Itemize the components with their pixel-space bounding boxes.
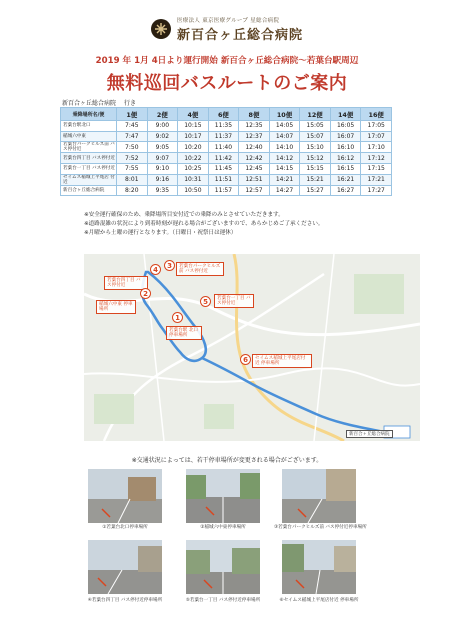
stop-photo-3 xyxy=(282,469,356,523)
stop-photo-5 xyxy=(186,540,260,594)
time-cell: 7:45 xyxy=(117,121,148,132)
time-cell: 10:15 xyxy=(178,121,209,132)
time-cell: 15:07 xyxy=(300,131,331,142)
logo xyxy=(0,14,454,44)
stop-name-cell: 若葉台一丁目 バス停付近 xyxy=(61,164,117,175)
time-cell: 12:57 xyxy=(239,185,270,196)
time-cell: 16:27 xyxy=(330,185,361,196)
map-pin-number: 1 xyxy=(175,313,180,322)
time-cell: 9:16 xyxy=(147,174,178,185)
map-callout-6: セイムス稲城上平尾店付近 停車場所 xyxy=(252,354,312,368)
time-cell: 9:07 xyxy=(147,153,178,164)
time-cell: 12:35 xyxy=(239,121,270,132)
time-cell: 17:10 xyxy=(361,142,392,153)
time-cell: 15:21 xyxy=(300,174,331,185)
time-cell: 15:10 xyxy=(300,142,331,153)
time-cell: 17:05 xyxy=(361,121,392,132)
note: ※安全運行確保のため、乗降場所目安付近での乗降のみとさせていただきます。 xyxy=(84,212,284,218)
stop-name-cell: 稲城六中東 xyxy=(61,131,117,142)
traffic-note: ※交通状況によっては、若干停車場所が変更される場合がございます。 xyxy=(131,457,323,464)
stop-name-cell: 若葉台四丁目 バス停付近 xyxy=(61,153,117,164)
header xyxy=(0,14,454,95)
stop-photo-caption: ⑥セイムス稲城上平尾店付近 停車場所 xyxy=(279,598,359,603)
stop-photo-caption: ⑤若葉台一丁目 バス停付近停車場所 xyxy=(185,598,261,603)
time-cell: 11:42 xyxy=(208,153,239,164)
map-callout-4: 若葉台四丁目 バス停付近 xyxy=(104,276,148,290)
time-cell: 17:15 xyxy=(361,164,392,175)
column-header: 12便 xyxy=(300,108,331,121)
map-pin-6 xyxy=(240,354,251,365)
time-cell: 11:35 xyxy=(208,121,239,132)
time-cell: 11:40 xyxy=(208,142,239,153)
time-cell: 14:21 xyxy=(269,174,300,185)
time-cell: 12:37 xyxy=(239,131,270,142)
time-cell: 17:27 xyxy=(361,185,392,196)
timetable-row xyxy=(61,164,392,175)
column-header: 8便 xyxy=(239,108,270,121)
time-cell: 12:45 xyxy=(239,164,270,175)
time-cell: 10:22 xyxy=(178,153,209,164)
time-cell: 10:31 xyxy=(178,174,209,185)
stop-name-cell: 新百合ヶ丘総合病院 xyxy=(61,185,117,196)
map-pin-5 xyxy=(200,296,211,307)
time-cell: 14:05 xyxy=(269,121,300,132)
time-cell: 16:05 xyxy=(330,121,361,132)
column-header: 14便 xyxy=(330,108,361,121)
map-pin-3 xyxy=(164,260,175,271)
map-pin-number: 2 xyxy=(143,289,148,298)
time-cell: 10:50 xyxy=(178,185,209,196)
map-pin-2 xyxy=(140,288,151,299)
map-callout-2: 稲城六中東 停車場所 xyxy=(96,300,136,314)
map-callout-3: 若葉台パークヒルズ前 バス停付近 xyxy=(176,262,224,276)
column-header: 10便 xyxy=(269,108,300,121)
timetable-corner: 乗降場所名/便 xyxy=(61,108,117,121)
column-header: 2便 xyxy=(147,108,178,121)
stop-photo-4 xyxy=(88,540,162,594)
stop-name-cell: セイムス稲城上平尾店 付近 xyxy=(61,174,117,185)
note: ※道路混雑の状況により到着時刻が遅れる場合がございますので、あらかじめご了承ください。 xyxy=(84,221,324,227)
time-cell: 14:27 xyxy=(269,185,300,196)
stop-name-cell: 若葉台パークヒルズ前 バス停付近 xyxy=(61,142,117,153)
stop-photo-caption: ①若葉台北口停車場所 xyxy=(102,525,148,530)
time-cell: 9:10 xyxy=(147,164,178,175)
time-cell: 12:51 xyxy=(239,174,270,185)
map-pin-1 xyxy=(172,312,183,323)
page-subtitle: 2019 年 1月 4日より運行開始 新百合ヶ丘総合病院～若葉台駅周辺 xyxy=(95,56,359,66)
time-cell: 17:21 xyxy=(361,174,392,185)
timetable-row xyxy=(61,142,392,153)
time-cell: 7:47 xyxy=(117,131,148,142)
route-origin: 新百合ヶ丘総合病院 xyxy=(62,100,117,107)
time-cell: 14:15 xyxy=(269,164,300,175)
time-cell: 15:05 xyxy=(300,121,331,132)
column-header: 4便 xyxy=(178,108,209,121)
time-cell: 12:40 xyxy=(239,142,270,153)
stop-photo-caption: ②稲城六中東停車場所 xyxy=(200,525,246,530)
time-cell: 7:50 xyxy=(117,142,148,153)
time-cell: 9:35 xyxy=(147,185,178,196)
time-cell: 16:21 xyxy=(330,174,361,185)
time-cell: 16:12 xyxy=(330,153,361,164)
time-cell: 7:55 xyxy=(117,164,148,175)
time-cell: 16:10 xyxy=(330,142,361,153)
time-cell: 9:00 xyxy=(147,121,178,132)
time-cell: 15:15 xyxy=(300,164,331,175)
timetable-row xyxy=(61,185,392,196)
time-cell: 12:42 xyxy=(239,153,270,164)
time-cell: 8:01 xyxy=(117,174,148,185)
stop-photo-6 xyxy=(282,540,356,594)
page-title: 無料巡回バスルートのご案内 xyxy=(106,73,348,94)
stop-photo-caption: ④若葉台四丁目 バス停付近停車場所 xyxy=(87,598,163,603)
time-cell: 9:02 xyxy=(147,131,178,142)
route-direction: 行き xyxy=(124,100,137,107)
time-cell: 14:10 xyxy=(269,142,300,153)
timetable-header-row xyxy=(61,108,392,121)
timetable xyxy=(60,107,392,196)
stop-photo-caption: ③若葉台パークヒルズ前 バス停付近停車場所 xyxy=(274,525,367,530)
time-cell: 8:20 xyxy=(117,185,148,196)
hospital-map-label: 新百合ヶ丘総合病院 xyxy=(346,430,393,438)
time-cell: 11:51 xyxy=(208,174,239,185)
stop-name-cell: 若葉台駅北口 xyxy=(61,121,117,132)
time-cell: 11:37 xyxy=(208,131,239,142)
map-pin-4 xyxy=(150,264,161,275)
map-pin-number: 5 xyxy=(203,297,208,306)
time-cell: 16:15 xyxy=(330,164,361,175)
time-cell: 15:12 xyxy=(300,153,331,164)
stop-photo-2 xyxy=(186,469,260,523)
notes xyxy=(84,211,424,238)
map-pin-number: 4 xyxy=(153,265,158,274)
timetable-row xyxy=(61,153,392,164)
time-cell: 11:45 xyxy=(208,164,239,175)
time-cell: 7:52 xyxy=(117,153,148,164)
time-cell: 9:05 xyxy=(147,142,178,153)
route-label xyxy=(62,98,136,107)
time-cell: 17:07 xyxy=(361,131,392,142)
group-line: 医療法人 東京医療グループ 星総合病院 xyxy=(176,17,280,24)
time-cell: 11:57 xyxy=(208,185,239,196)
time-cell: 10:17 xyxy=(178,131,209,142)
hospital-logo-icon xyxy=(151,19,171,39)
stop-photo-1 xyxy=(88,469,162,523)
column-header: 1便 xyxy=(117,108,148,121)
timetable-row xyxy=(61,174,392,185)
time-cell: 14:07 xyxy=(269,131,300,142)
map-pin-number: 3 xyxy=(167,261,172,270)
timetable-row xyxy=(61,121,392,132)
route-map xyxy=(84,254,420,441)
column-header: 16便 xyxy=(361,108,392,121)
time-cell: 10:25 xyxy=(178,164,209,175)
hospital-name: 新百合ヶ丘総合病院 xyxy=(176,27,303,43)
map-callout-5: 若葉台一丁目 バス停付近 xyxy=(214,294,254,308)
time-cell: 10:20 xyxy=(178,142,209,153)
time-cell: 14:12 xyxy=(269,153,300,164)
note: ※月曜から土曜の運行となります。（日曜日・祝祭日は運休） xyxy=(84,230,237,236)
time-cell: 16:07 xyxy=(330,131,361,142)
time-cell: 17:12 xyxy=(361,153,392,164)
map-pin-number: 6 xyxy=(243,355,248,364)
time-cell: 15:27 xyxy=(300,185,331,196)
map-callout-1: 若葉台駅 北口停車場所 xyxy=(166,326,202,340)
column-header: 6便 xyxy=(208,108,239,121)
timetable-row xyxy=(61,131,392,142)
